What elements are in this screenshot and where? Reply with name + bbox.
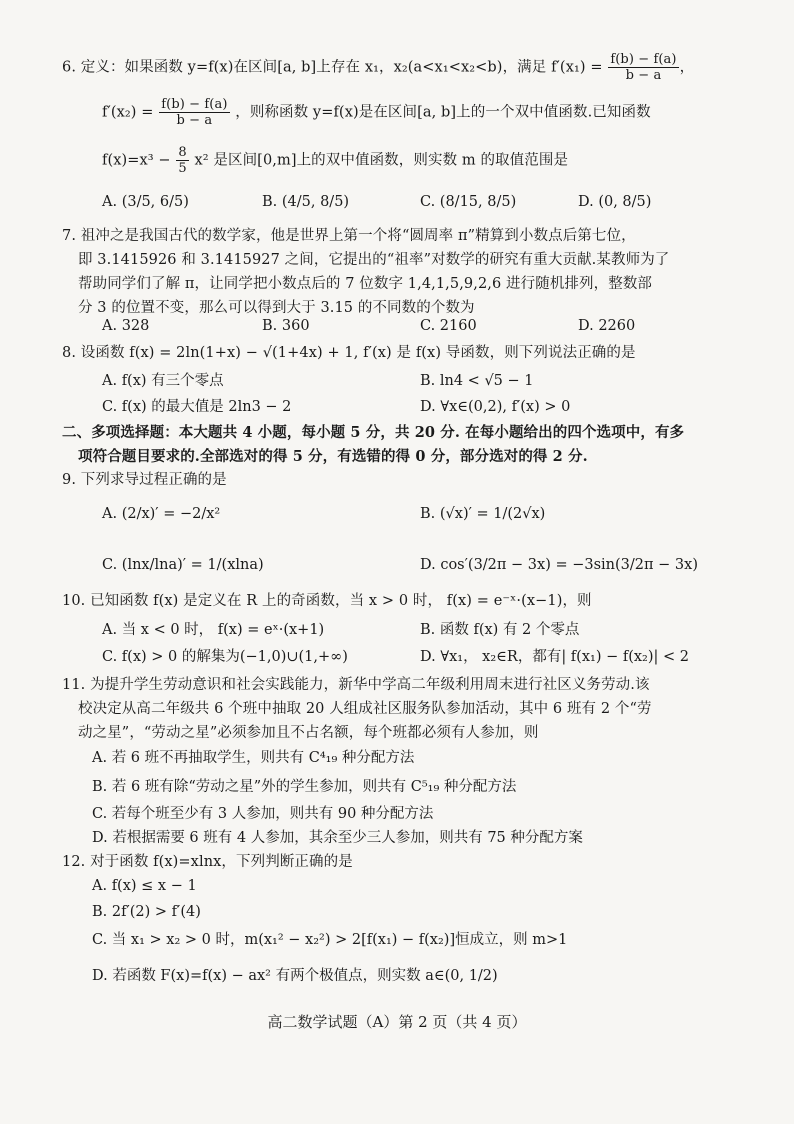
q8-stem: 8. 设函数 f(x) = 2ln(1+x) − √(1+4x) + 1, f′(x) 是 f(x) 导函数，则下列说法正确的是 — [62, 345, 636, 361]
q11-line2: 校决定从高二年级共 6 个班中抽取 20 人组成社区服务队参加活动，其中 6 班有 2 个“劳 — [78, 701, 652, 717]
q6-fraction: $\frac{f(b) - f(a)}{b - a}$ — [610, 52, 677, 83]
q8-option-b: B. ln4 < √5 − 1 — [420, 373, 534, 389]
q8-option-a: A. f(x) 有三个零点 — [102, 373, 224, 389]
q9-option-c: C. (lnx/lna)′ = 1/(xlna) — [102, 557, 264, 573]
q12-stem: 12. 对于函数 f(x)=xlnx，下列判断正确的是 — [62, 854, 353, 870]
q9-option-d: D. cos′(3/2π − 3x) = −3sin(3/2π − 3x) — [420, 557, 698, 573]
q6-option-a: A. (3/5, 6/5) — [102, 194, 189, 210]
q6-line1: 6. 定义：如果函数 y=f(x)在区间[a, b]上存在 x₁，x₂(a<x₁<x₂<b)，满足 f′(x₁) = $\frac{f(b) - f(a)}{b - a}$ ， — [62, 52, 695, 83]
q8-option-c: C. f(x) 的最大值是 2ln3 − 2 — [102, 399, 292, 415]
q7-option-c: C. 2160 — [420, 318, 477, 334]
section2-line2: 项符合题目要求的.全部选对的得 5 分，有选错的得 0 分，部分选对的得 2 分. — [78, 448, 588, 465]
section2-line1: 二、多项选择题：本大题共 4 小题，每小题 5 分，共 20 分. 在每小题给出的四个选项中，有多 — [62, 424, 685, 441]
page-footer: 高二数学试题（A）第 2 页（共 4 页） — [267, 1013, 527, 1031]
q12-option-c: C. 当 x₁ > x₂ > 0 时，m(x₁² − x₂²) > 2[f(x₁) − f(x₂)]恒成立，则 m>1 — [92, 932, 568, 948]
q6-line3: f(x)=x³ − $\frac{8}{5}$ x² 是区间[0,m]上的双中值函数，则实数 m 的取值范围是 — [102, 145, 569, 176]
q11-option-b: B. 若 6 班有除“劳动之星”外的学生参加，则共有 C⁵₁₉ 种分配方法 — [92, 779, 517, 795]
q11-option-a: A. 若 6 班不再抽取学生，则共有 C⁴₁₉ 种分配方法 — [92, 750, 415, 766]
q12-option-b: B. 2f′(2) > f′(4) — [92, 904, 201, 920]
q11-line1: 11. 为提升学生劳动意识和社会实践能力，新华中学高二年级利用周末进行社区义务劳动.该 — [62, 677, 650, 693]
q6-fraction-2: $\frac{f(b) - f(a)}{b - a}$ — [161, 97, 228, 128]
q7-line4: 分 3 的位置不变，那么可以得到大于 3.15 的不同数的个数为 — [78, 300, 475, 316]
q6-option-c: C. (8/15, 8/5) — [420, 194, 517, 210]
q9-option-b: B. (√x)′ = 1/(2√x) — [420, 506, 546, 522]
q10-option-c: C. f(x) > 0 的解集为(−1,0)∪(1,+∞) — [102, 649, 348, 665]
q7-line3: 帮助同学们了解 π，让同学把小数点后的 7 位数字 1,4,1,5,9,2,6 进行随机排列，整数部 — [78, 276, 653, 292]
q11-line3: 动之星”，“劳动之星”必须参加且不占名额，每个班都必须有人参加，则 — [78, 725, 539, 741]
q6-option-b: B. (4/5, 8/5) — [262, 194, 350, 210]
q10-stem: 10. 已知函数 f(x) 是定义在 R 上的奇函数，当 x > 0 时， f(x) = e⁻ˣ·(x−1)，则 — [62, 593, 592, 609]
q10-option-b: B. 函数 f(x) 有 2 个零点 — [420, 622, 580, 638]
q10-option-a: A. 当 x < 0 时， f(x) = eˣ·(x+1) — [102, 622, 325, 638]
q12-option-a: A. f(x) ≤ x − 1 — [92, 878, 197, 894]
q12-option-d: D. 若函数 F(x)=f(x) − ax² 有两个极值点，则实数 a∈(0, 1/2) — [92, 968, 498, 984]
q7-option-a: A. 328 — [102, 318, 150, 334]
q7-option-b: B. 360 — [262, 318, 310, 334]
q7-line1: 7. 祖冲之是我国古代的数学家，他是世界上第一个将“圆周率 π”精算到小数点后第七位， — [62, 228, 636, 244]
q11-option-d: D. 若根据需要 6 班有 4 人参加，其余至少三人参加，则共有 75 种分配方案 — [92, 830, 583, 846]
q6-line2: f′(x₂) = $\frac{f(b) - f(a)}{b - a}$ ，则称函数 y=f(x)是在区间[a, b]上的一个双中值函数.已知函数 — [102, 97, 651, 128]
q7-option-d: D. 2260 — [578, 318, 636, 334]
q9-stem: 9. 下列求导过程正确的是 — [62, 472, 227, 488]
q6-option-d: D. (0, 8/5) — [578, 194, 652, 210]
q11-option-c: C. 若每个班至少有 3 人参加，则共有 90 种分配方法 — [92, 806, 434, 822]
q8-option-d: D. ∀x∈(0,2), f′(x) > 0 — [420, 399, 571, 415]
q6-line1-text: 6. 定义：如果函数 y=f(x)在区间[a, b]上存在 x₁，x₂(a<x₁<x₂<b)，满足 f′(x₁) = — [62, 59, 603, 76]
q7-line2: 即 3.1415926 和 3.1415927 之间，它提出的“祖率”对数学的研究有重大贡献.某教师为了 — [78, 252, 670, 268]
q10-option-d: D. ∀x₁， x₂∈R，都有| f(x₁) − f(x₂)| < 2 — [420, 649, 690, 665]
q9-option-a: A. (2/x)′ = −2/x² — [102, 506, 221, 522]
